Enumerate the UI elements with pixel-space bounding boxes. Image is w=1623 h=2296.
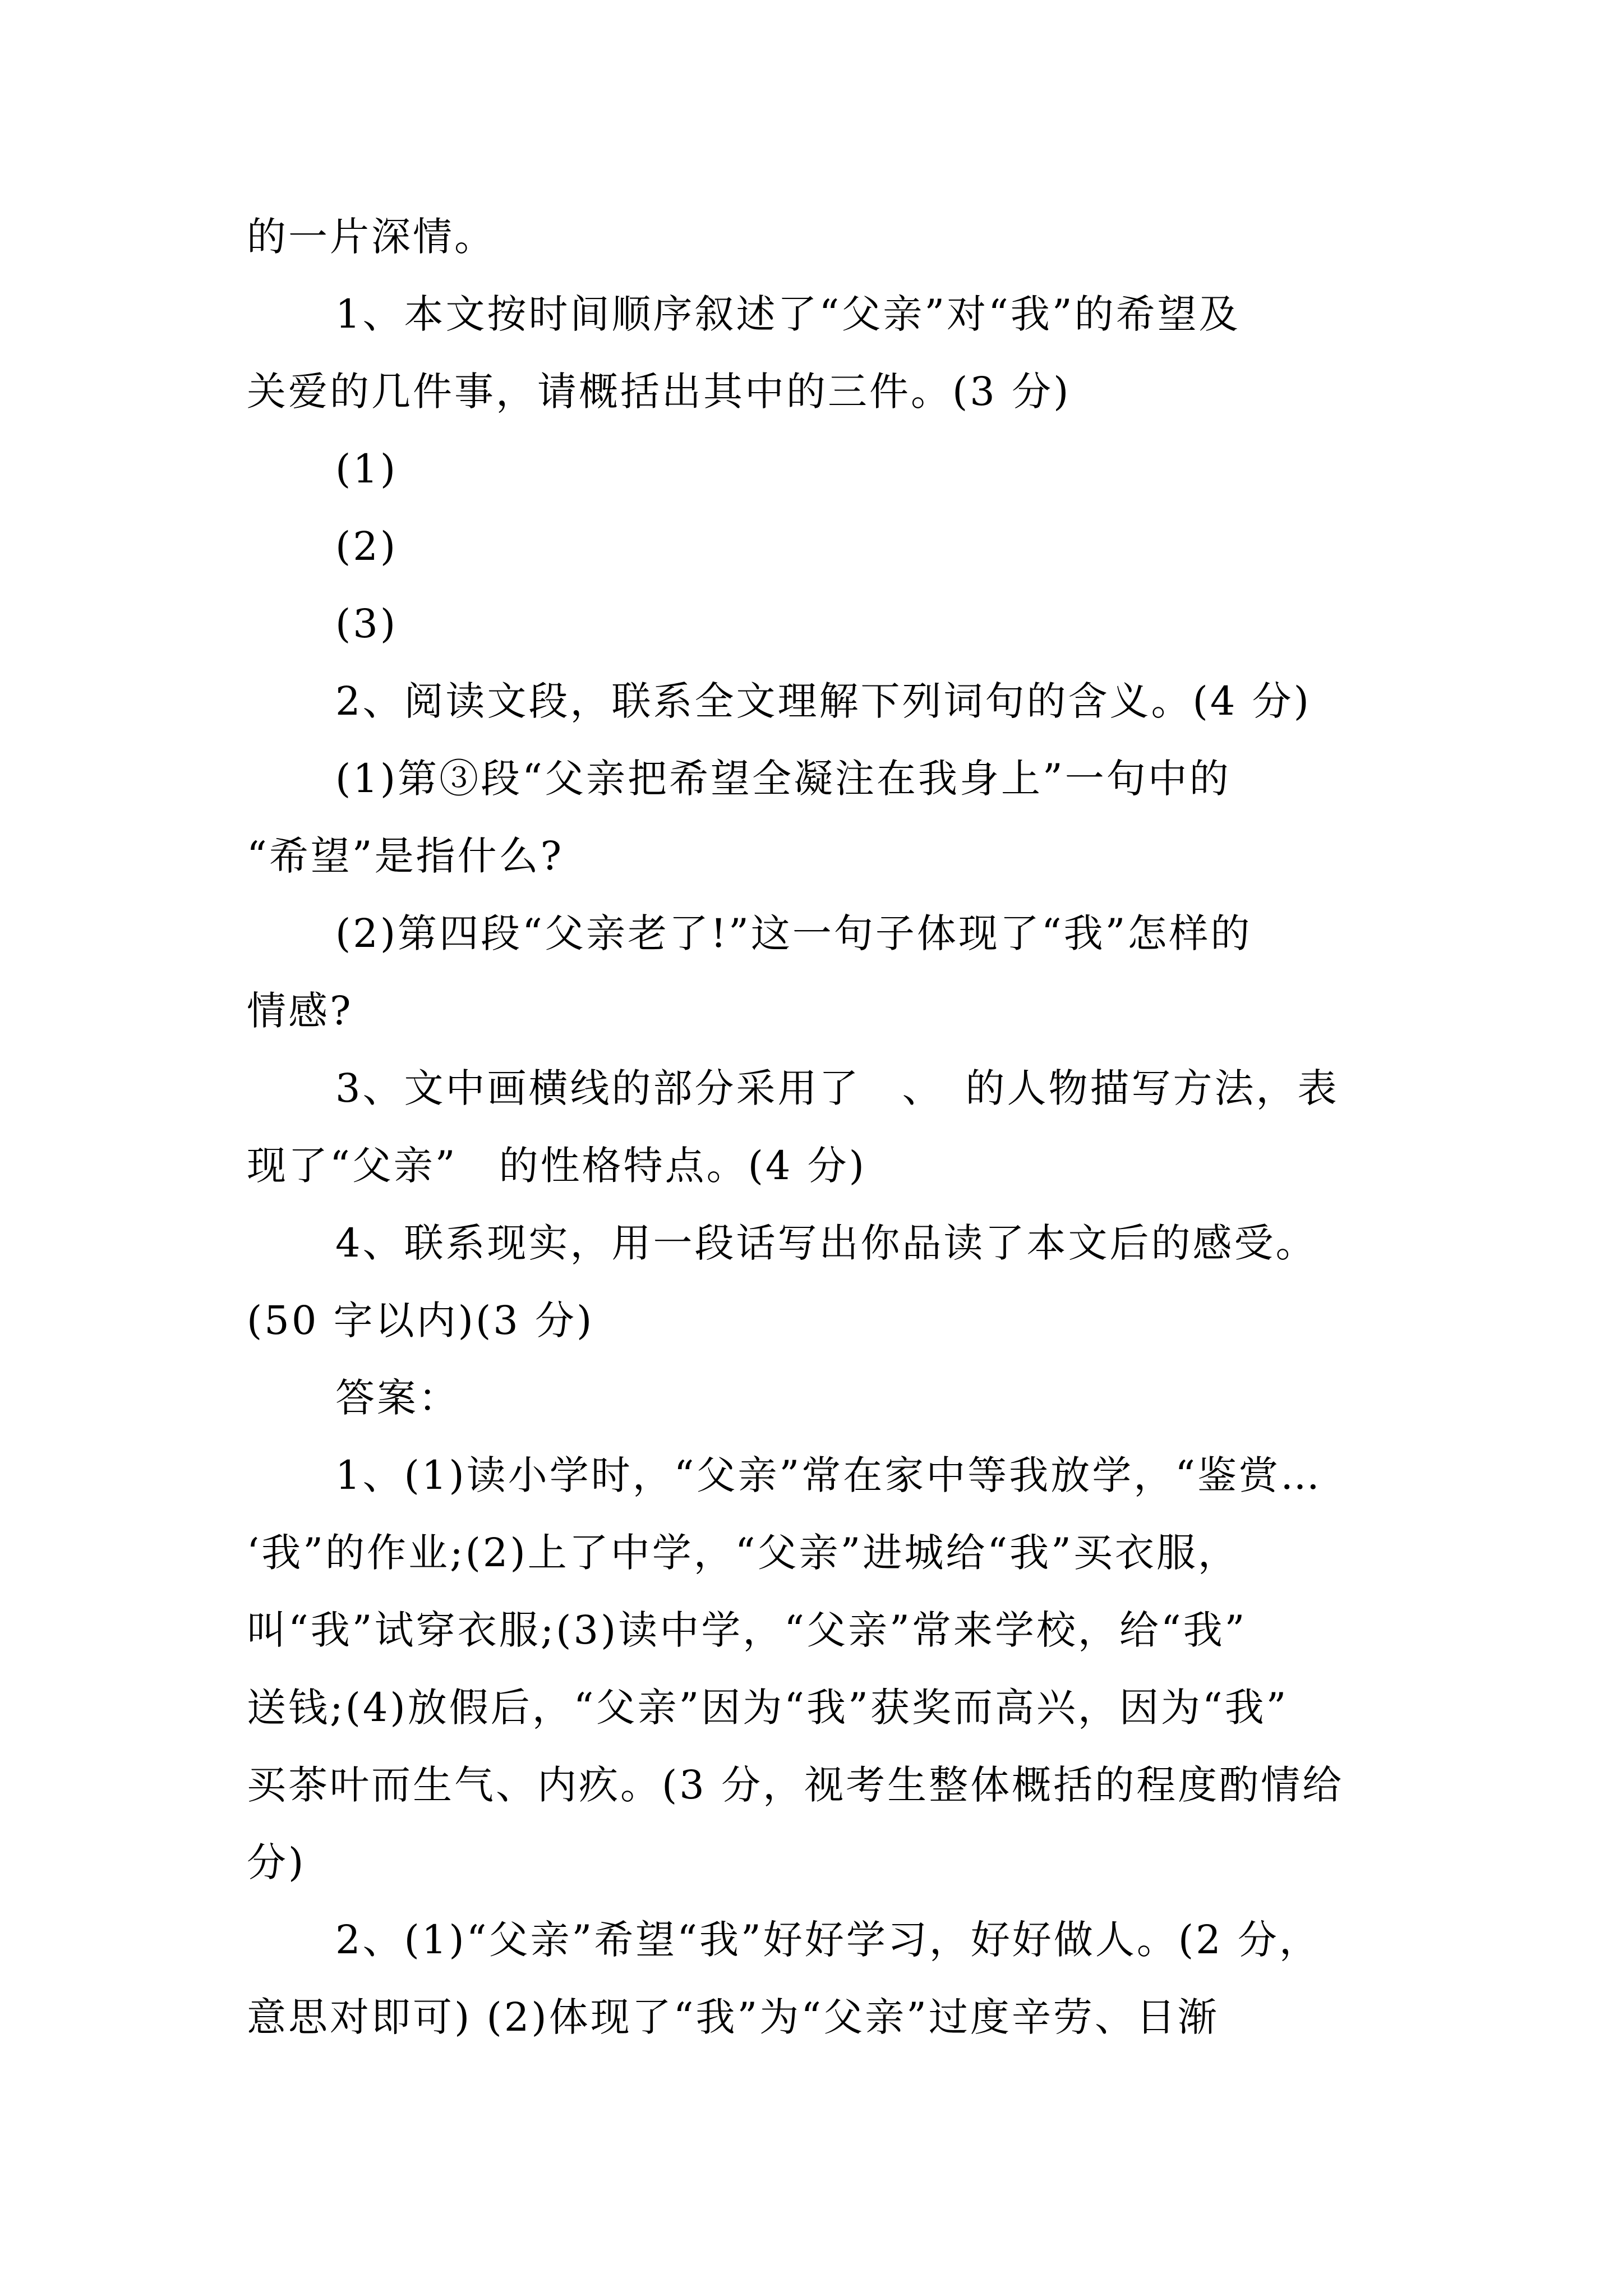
text-line: ‘我”的作业;(2)上了中学，“父亲”进城给“我”买衣服， bbox=[247, 1530, 1239, 1576]
answer-2-line: 2、(1)“父亲”希望“我”好好学习，好好做人。(2 分， bbox=[335, 1917, 1321, 1963]
answer-1-line: 1、(1)读小学时，“父亲”常在家中等我放学，“鉴赏… bbox=[335, 1452, 1322, 1498]
text-line: “希望”是指什么? bbox=[247, 833, 564, 879]
answer-blank-2: (2) bbox=[335, 523, 398, 569]
text-line: 买茶叶而生气、内疚。(3 分，视考生整体概括的程度酌情给 bbox=[247, 1762, 1344, 1808]
text-line: 的一片深情。 bbox=[247, 214, 496, 260]
text-line: 关爱的几件事，请概括出其中的三件。(3 分) bbox=[247, 369, 1071, 415]
question-3-line: 3、文中画横线的部分采用了 、 的人物描写方法，表 bbox=[335, 1065, 1339, 1111]
text-line: 意思对即可) (2)体现了“我”为“父亲”过度辛劳、日渐 bbox=[247, 1994, 1219, 2040]
text-line: 现了“父亲” 的性格特点。(4 分) bbox=[247, 1143, 866, 1189]
question-4-line: 4、联系现实，用一段话写出你品读了本文后的感受。 bbox=[335, 1220, 1317, 1266]
answer-blank-1: (1) bbox=[335, 446, 398, 492]
text-line: 送钱;(4)放假后，“父亲”因为“我”获奖而高兴，因为“我” bbox=[247, 1685, 1289, 1731]
question-1-line: 1、本文按时间顺序叙述了“父亲”对“我”的希望及 bbox=[335, 291, 1241, 337]
answer-heading: 答案： bbox=[335, 1375, 460, 1421]
text-line: (50 字以内)(3 分) bbox=[247, 1297, 594, 1343]
text-line: 叫“我”试穿衣服;(3)读中学，“父亲”常来学校，给“我” bbox=[247, 1607, 1247, 1653]
text-line: (1)第③段“父亲把希望全凝注在我身上”一句中的 bbox=[335, 756, 1231, 802]
question-2-line: 2、阅读文段，联系全文理解下列词句的含义。(4 分) bbox=[335, 678, 1311, 724]
text-line: 分) bbox=[247, 1839, 306, 1885]
text-line: 情感? bbox=[247, 988, 353, 1034]
text-line: (2)第四段“父亲老了!”这一句子体现了“我”怎样的 bbox=[335, 910, 1252, 956]
answer-blank-3: (3) bbox=[335, 601, 398, 647]
